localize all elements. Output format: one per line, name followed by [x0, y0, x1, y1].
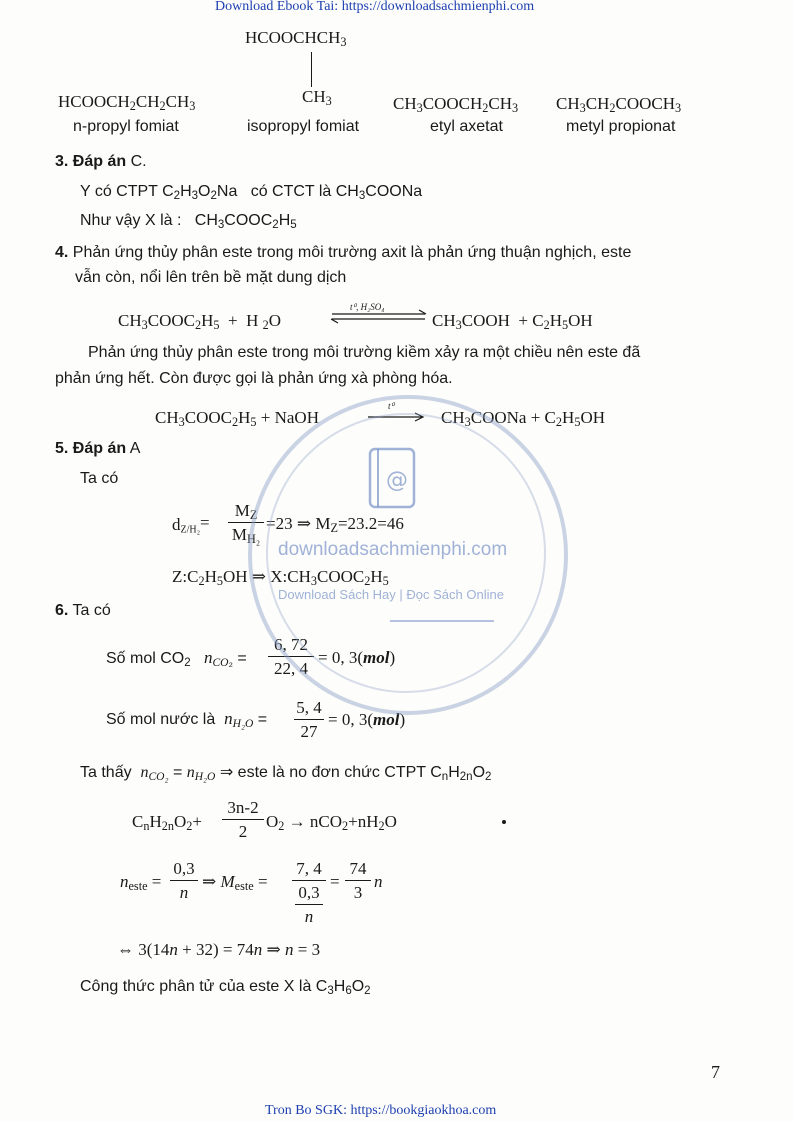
molecular-formula-conclusion: Công thức phân tử của este X là $C_3H_6O_2$: [80, 978, 371, 997]
equilibrium-arrow: [330, 300, 430, 328]
svg-text:@: @: [386, 468, 408, 493]
acid-hydrolysis-right: $CH_3COOH + C_2H_5OH$: [432, 311, 593, 333]
footer-sgk-link[interactable]: Tron Bo SGK: https://bookgiaokhoa.com: [265, 1103, 497, 1118]
q3-line1: Y có CTPT $C_2H_3O_2Na$ có CTCT là $CH_3COONa$: [80, 183, 423, 202]
ethyl-acetate-formula: $CH_3COOCH_2CH_3$: [393, 94, 519, 116]
combustion-rhs: $O_2 \to nCO_2+nH_2O$: [266, 812, 397, 834]
stray-dot: [502, 820, 506, 824]
caption-n-propyl: n-propyl fomiat: [73, 118, 179, 135]
q6-heading: 6. Ta có: [55, 602, 111, 619]
co2-fraction: 6, 72 22, 4: [268, 634, 314, 679]
isopropyl-formate-top: $HCOOCHCH_3$: [245, 28, 347, 50]
water-result: = 0, 3(mol): [328, 710, 406, 729]
equals-sign: =: [200, 513, 210, 532]
mol-co2-label: Số mol $CO_2$ $n_{CO_2}$ =: [106, 648, 247, 669]
q5-ta-co: Ta có: [80, 470, 119, 487]
ebook-logo-icon: [362, 445, 424, 513]
header-download-link[interactable]: Download Ebook Tai: https://downloadsachmienphi.com: [215, 0, 535, 14]
water-fraction: 5, 4 27: [294, 697, 324, 742]
watermark-site: downloadsachmienphi.com: [278, 539, 508, 560]
solve-n-equation: ⇔ 3(14n + 32) = 74n ⇒ n = 3: [117, 940, 321, 959]
methyl-propionate-formula: $CH_3CH_2COOCH_3$: [556, 94, 682, 116]
combustion-lhs: $C_nH_{2n}O_2+$: [132, 812, 202, 834]
caption-methyl-propionate: metyl propionat: [566, 118, 676, 135]
saponification-left: $CH_3COOC_2H_5$ + NaOH: [155, 408, 319, 430]
saponification-right: $CH_3COONa + C_2H_5OH$: [441, 408, 605, 430]
svg-text:t⁰, H₂SO₄: t⁰, H₂SO₄: [350, 302, 385, 312]
molar-mass-ester-fraction: 7, 4 0,3 n: [292, 858, 326, 927]
acid-hydrolysis-left: $CH_3COOC_2H_5 + H$ $_2$O: [118, 311, 282, 333]
q3-heading: 3. Đáp án C.: [55, 153, 147, 170]
isopropyl-formate-bottom: $CH_3$: [302, 87, 332, 109]
q6-observation: Ta thấy $n_{CO_2} = n_{H_2O}$ ⇒ este là no đơn chức CTPT $C_nH_{2n}O_2$: [80, 764, 492, 783]
molar-mass-fraction: $M_Z$ $M_{H_2}$: [228, 500, 264, 545]
n-factor: n: [374, 872, 383, 891]
n-propyl-formate-formula: $HCOOCH_2CH_2CH_3$: [58, 92, 196, 114]
watermark-underline: [390, 620, 494, 622]
molar-mass-result: =23 ⇒ $M_Z=23.2=46$: [266, 514, 404, 536]
isopropyl-bond-line: [311, 52, 312, 87]
q4-para1-line1: 4. Phản ứng thủy phân este trong môi trường axit là phản ứng thuận nghịch, este: [55, 244, 632, 261]
z-x-identification: $Z:C_2H_5OH$ ⇒ $X:CH_3COOC_2H_5$: [172, 567, 389, 589]
oxygen-coefficient-fraction: 3n-2 2: [222, 797, 264, 842]
q3-line2: Như vậy X là : $CH_3COOC_2H_5$: [80, 212, 297, 231]
q4-para2-line1: Phản ứng thủy phân este trong môi trường kiềm xảy ra một chiều nên este đã: [88, 344, 641, 361]
caption-ethyl-acetate: etyl axetat: [430, 118, 503, 135]
molar-mass-ester-label: ⇒ $M_{este}$ =: [202, 872, 268, 894]
n-ester-label: $n_{este}$ =: [120, 872, 162, 894]
watermark-tagline: Download Sách Hay | Đọc Sách Online: [278, 587, 504, 602]
q4-para1-line2: vẫn còn, nổi lên trên bề mặt dung dịch: [75, 269, 347, 286]
co2-result: = 0, 3(mol): [318, 648, 396, 667]
n-ester-fraction: 0,3 n: [170, 858, 198, 903]
page-number: 7: [711, 1062, 720, 1082]
svg-text:t⁰: t⁰: [388, 401, 395, 411]
caption-isopropyl: isopropyl fomiat: [247, 118, 360, 135]
seventy-four-thirds-fraction: 74 3: [345, 858, 371, 903]
density-symbol: $d_{Z/H_2}$: [172, 515, 201, 536]
q4-para2-line2: phản ứng hết. Còn được gọi là phản ứng xà phòng hóa.: [55, 370, 453, 387]
equals-74: =: [330, 872, 340, 891]
q5-heading: 5. Đáp án A: [55, 440, 141, 457]
mol-water-label: Số mol nước là $n_{H_2O}$ =: [106, 709, 268, 730]
